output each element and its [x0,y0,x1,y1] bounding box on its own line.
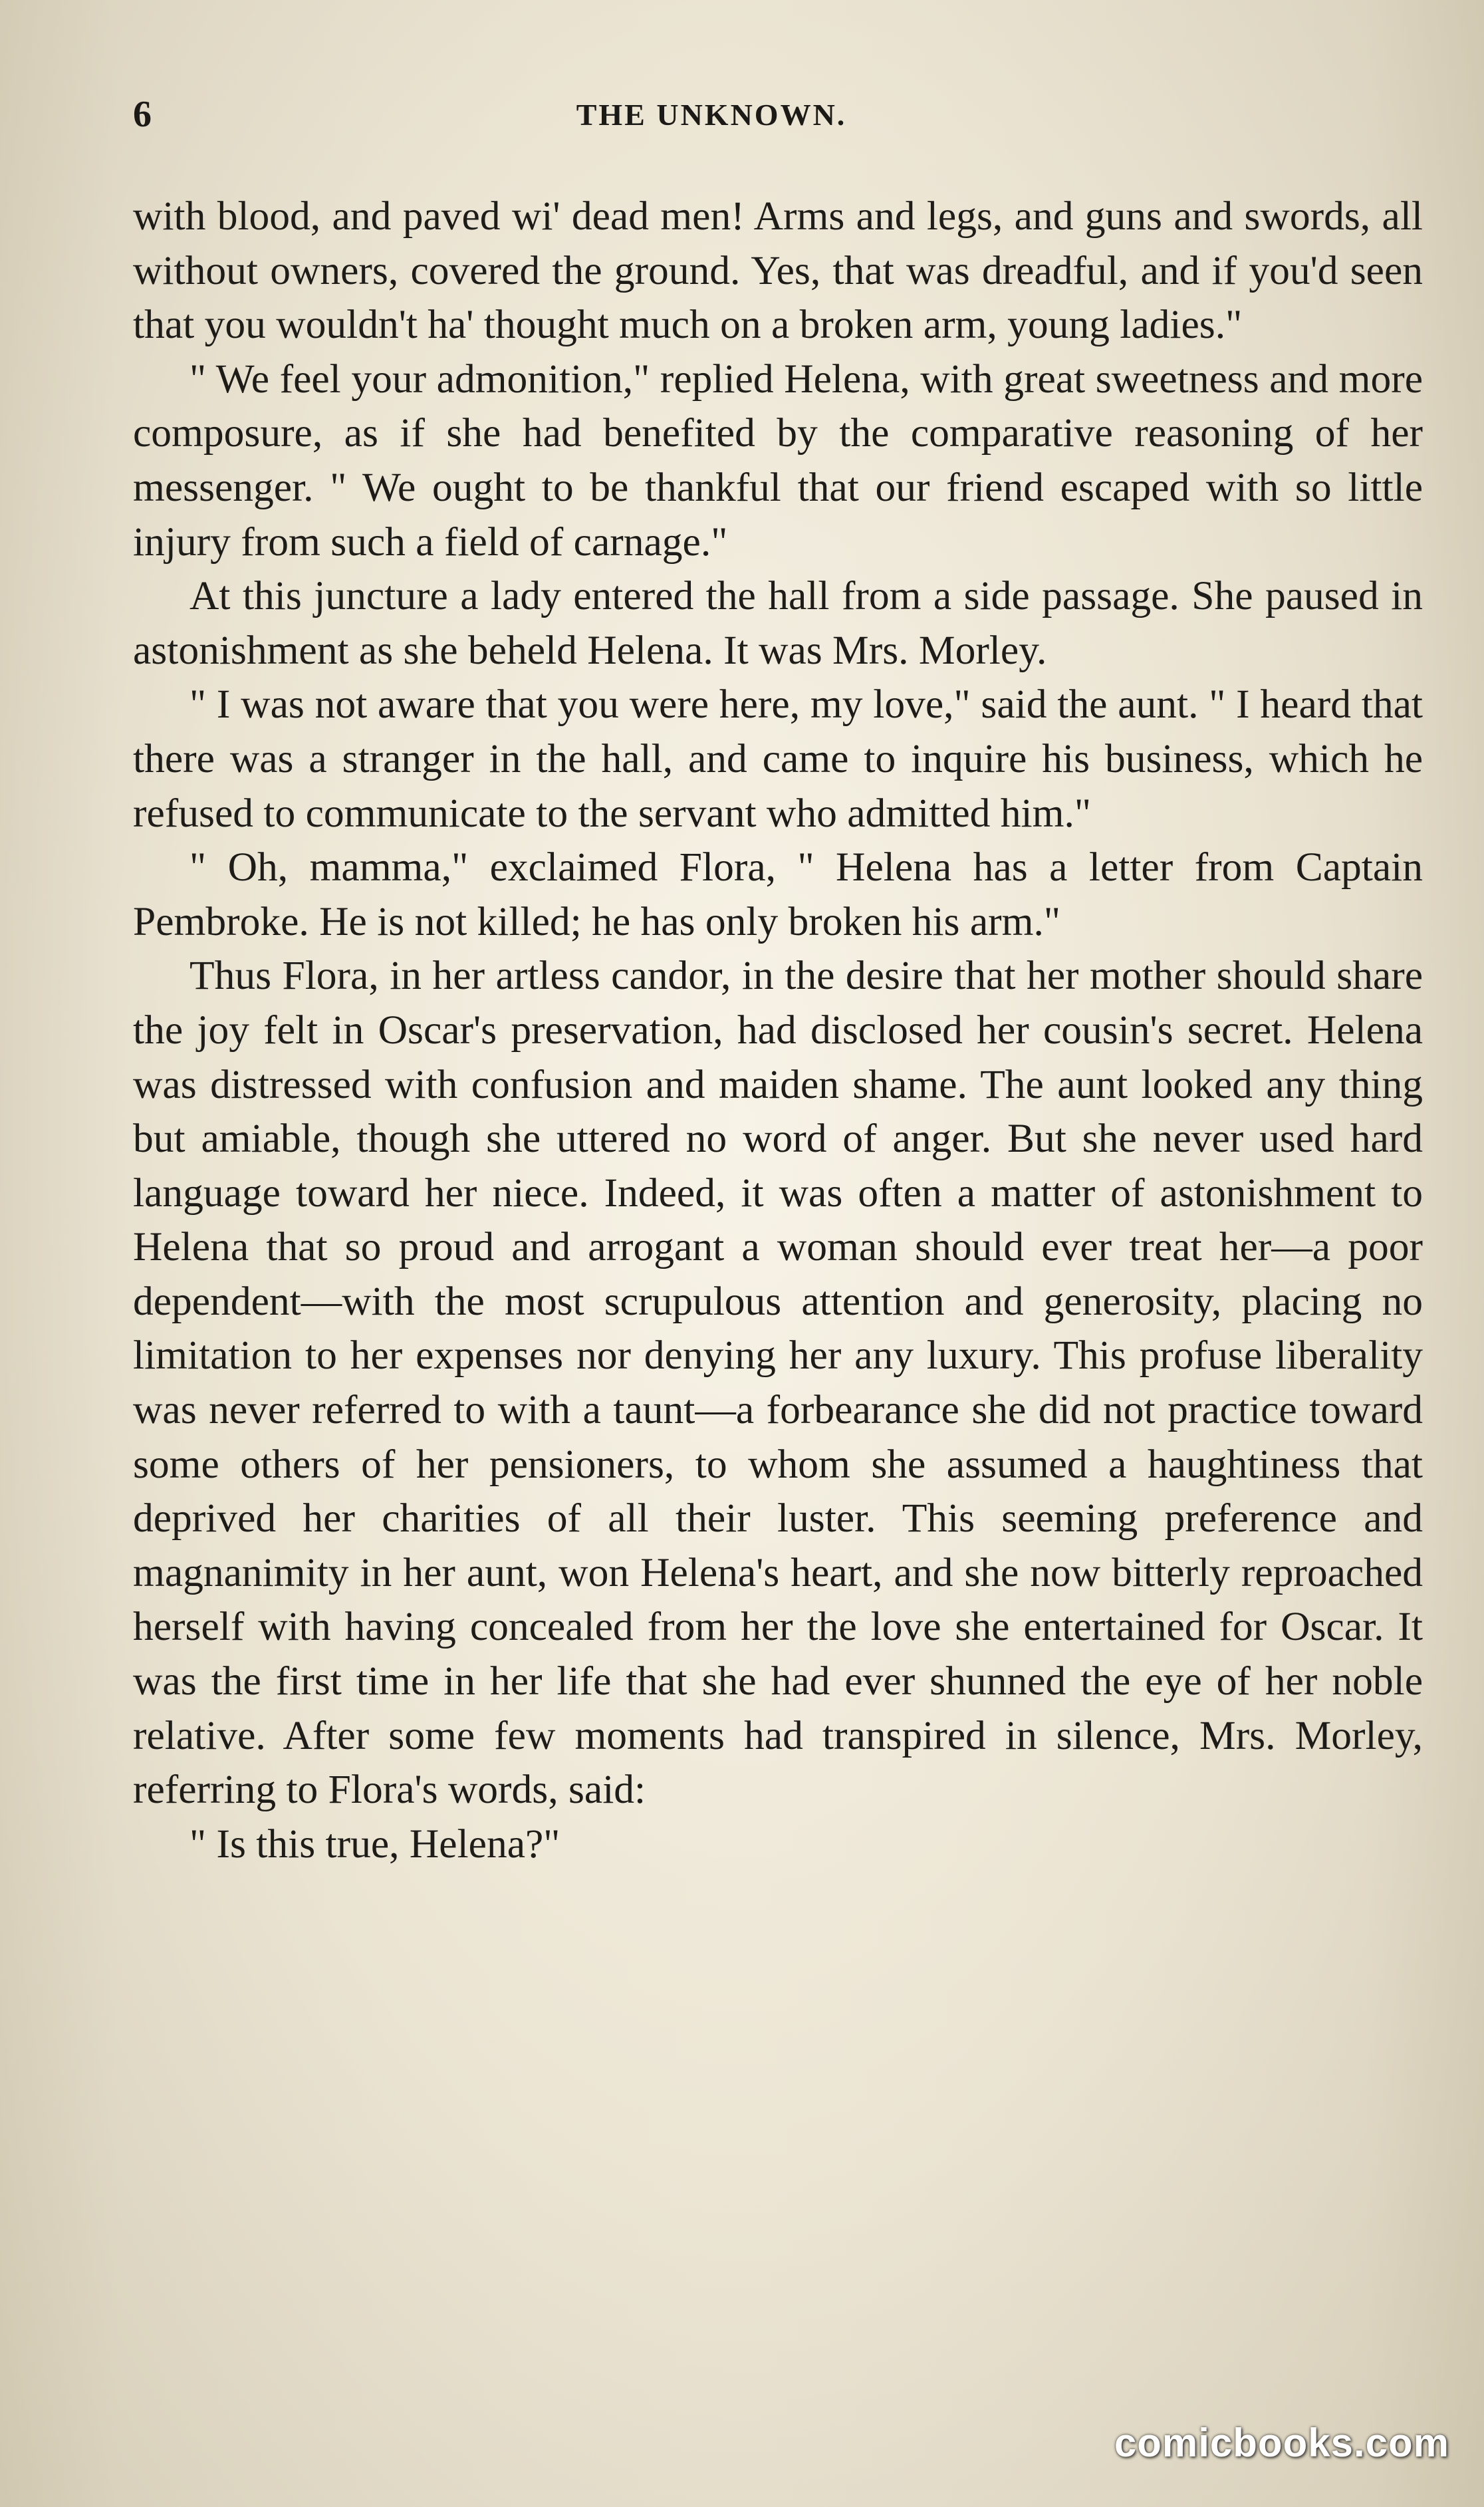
paragraph-6: Thus Flora, in her artless candor, in the desire that her mother should share the joy felt in Oscar's preservation, had disclosed her cousin's secret. Helena was distressed with confusion and maiden shame. The aunt looked any thing but amiable, though she uttered no word of anger. But she never used hard language toward her niece. Indeed, it was often a matter of astonishment to Helena that so proud and arrogant a woman should ever treat her—a poor dependent—with the most scrupulous attention and generosity, placing no limitation to her expenses nor denying her any luxury. This profuse liberality was never referred to with a taunt—a forbearance she did not practice toward some others of her pensioners, to whom she assumed a haughtiness that deprived her charities of all their luster. This seeming preference and magnanimity in her aunt, won Helena's heart, and she now bitterly reproached herself with having concealed from her the love she entertained for Oscar. It was the first time in her life that she had ever shunned the eye of her noble relative. After some few moments had transpired in silence, Mrs. Morley, referring to Flora's words, said: [133,953,1423,1813]
paragraph-1: with blood, and paved wi' dead men! Arms and legs, and guns and swords, all without owners, covered the ground. Yes, that was dreadful, and if you'd seen that you wouldn't ha' thought much on a broken arm, young ladies." [133,194,1423,348]
paragraph-3: At this juncture a lady entered the hall from a side passage. She paused in astonishment as she beheld Helena. It was Mrs. Morley. [133,573,1423,673]
paragraph-7: " Is this true, Helena?" [189,1821,560,1867]
body-text [133,190,1423,1871]
page-header [133,93,1423,140]
paragraph-5: " Oh, mamma," exclaimed Flora, " Helena has a letter from Captain Pembroke. He is not killed; he has only broken his arm." [133,845,1423,944]
paragraph-4: " I was not aware that you were here, my love," said the aunt. " I heard that there was a stranger in the hall, and came to inquire his business, which he refused to communicate to the servant who admitted him." [133,682,1423,836]
paragraph-2: " We feel your admonition," replied Helena, with great sweetness and more composure, as if she had benefited by the comparative reasoning of her messenger. " We ought to be thankful that our friend escaped with so little injury from such a field of carnage." [133,356,1423,565]
site-watermark: comicbooks.com [1114,2421,1449,2465]
page-number: 6 [133,94,152,135]
running-head: THE UNKNOWN. [576,98,847,132]
